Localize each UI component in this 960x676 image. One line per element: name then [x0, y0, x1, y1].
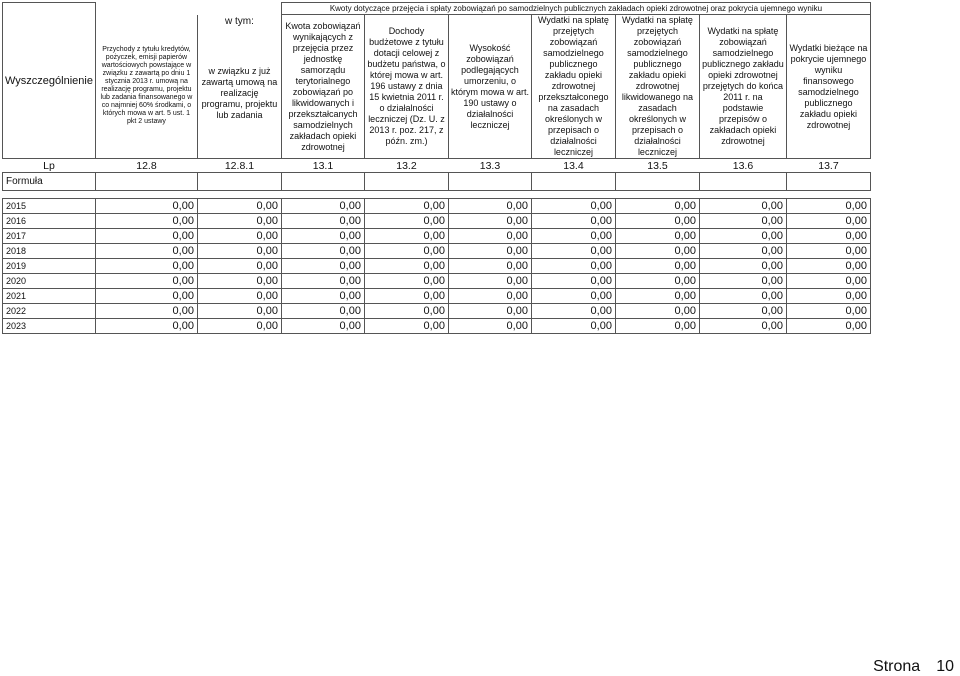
header-col-13-4: Wydatki na spłatę przejętych zobowiązań samodzielnego publicznego zakładu opieki zdrowotnej przekształconego na zasadach określonych w przepisach o działalności leczniczej [531, 15, 615, 159]
value-cell: 0,00 [699, 199, 786, 214]
value-cell: 0,00 [531, 289, 615, 304]
value-cell: 0,00 [281, 259, 364, 274]
lp-number: 13.4 [563, 159, 584, 172]
lp-number: 12.8 [136, 159, 157, 172]
value-cell: 0,00 [531, 259, 615, 274]
value-cell: 0,00 [95, 274, 197, 289]
header-col-13-7: Wydatki bieżące na pokrycie ujemnego wyniku finansowego samodzielnego publicznego zakładu opieki zdrowotnej [786, 15, 870, 159]
header-spacer [95, 3, 197, 15]
value-cell: 0,00 [699, 289, 786, 304]
value-cell: 0,00 [281, 229, 364, 244]
value-cell: 0,00 [197, 274, 281, 289]
row-year: 2018 [3, 244, 96, 259]
value-cell: 0,00 [699, 214, 786, 229]
value-cell: 0,00 [531, 304, 615, 319]
formula-cell [615, 173, 699, 191]
lp-number: 13.7 [818, 159, 839, 172]
row-year: 2021 [3, 289, 96, 304]
page-footer [857, 658, 954, 676]
table-row [3, 244, 871, 259]
value-cell: 0,00 [786, 214, 870, 229]
value-cell: 0,00 [786, 199, 870, 214]
value-cell: 0,00 [615, 214, 699, 229]
value-cell: 0,00 [281, 244, 364, 259]
value-cell: 0,00 [531, 274, 615, 289]
value-cell: 0,00 [448, 289, 531, 304]
formula-cell [364, 173, 448, 191]
value-cell: 0,00 [699, 259, 786, 274]
header-spacer [197, 3, 281, 15]
value-cell: 0,00 [364, 304, 448, 319]
value-cell: 0,00 [95, 319, 197, 334]
table-gap [3, 191, 871, 199]
value-cell: 0,00 [615, 244, 699, 259]
lp-number: 13.1 [312, 159, 334, 172]
value-cell: 0,00 [786, 319, 870, 334]
value-cell: 0,00 [95, 214, 197, 229]
table-row [3, 319, 871, 334]
value-cell: 0,00 [699, 274, 786, 289]
lp-number: 13.5 [647, 159, 668, 172]
value-cell: 0,00 [448, 229, 531, 244]
value-cell: 0,00 [364, 229, 448, 244]
value-cell: 0,00 [615, 199, 699, 214]
value-cell: 0,00 [95, 199, 197, 214]
formula-cell [281, 173, 364, 191]
row-year: 2022 [3, 304, 96, 319]
value-cell: 0,00 [95, 244, 197, 259]
value-cell: 0,00 [281, 304, 364, 319]
value-cell: 0,00 [531, 199, 615, 214]
value-cell: 0,00 [699, 229, 786, 244]
value-cell: 0,00 [197, 259, 281, 274]
header-wyszczegolnienie: Wyszczególnienie [3, 3, 96, 159]
value-cell: 0,00 [364, 214, 448, 229]
table-row [3, 229, 871, 244]
value-cell: 0,00 [786, 274, 870, 289]
value-cell: 0,00 [448, 274, 531, 289]
table-row [3, 274, 871, 289]
value-cell: 0,00 [364, 244, 448, 259]
value-cell: 0,00 [615, 274, 699, 289]
value-cell: 0,00 [786, 289, 870, 304]
lp-number: 13.6 [732, 159, 754, 172]
value-cell: 0,00 [531, 214, 615, 229]
value-cell: 0,00 [448, 259, 531, 274]
header-col-13-5: Wydatki na spłatę przejętych zobowiązań samodzielnego publicznego zakładu opieki zdrowotnej likwidowanego na zasadach określonych w przepisach o działalności leczniczej [615, 15, 699, 159]
row-year: 2017 [3, 229, 96, 244]
value-cell: 0,00 [699, 304, 786, 319]
value-cell: 0,00 [448, 199, 531, 214]
value-cell: 0,00 [786, 304, 870, 319]
value-cell: 0,00 [615, 289, 699, 304]
formula-cell [531, 173, 615, 191]
value-cell: 0,00 [95, 304, 197, 319]
value-cell: 0,00 [448, 244, 531, 259]
row-year: 2015 [3, 199, 96, 214]
formula-cell [448, 173, 531, 191]
table-row [3, 289, 871, 304]
value-cell: 0,00 [364, 199, 448, 214]
value-cell: 0,00 [281, 289, 364, 304]
value-cell: 0,00 [364, 289, 448, 304]
value-cell: 0,00 [615, 229, 699, 244]
row-year: 2016 [3, 214, 96, 229]
value-cell: 0,00 [448, 214, 531, 229]
value-cell: 0,00 [531, 229, 615, 244]
formula-cell [786, 173, 870, 191]
table-row [3, 214, 871, 229]
value-cell: 0,00 [699, 244, 786, 259]
lp-number: 13.3 [479, 159, 501, 172]
lp-number: 13.2 [396, 159, 417, 172]
table-row [3, 259, 871, 274]
value-cell: 0,00 [197, 229, 281, 244]
value-cell: 0,00 [95, 289, 197, 304]
value-cell: 0,00 [281, 214, 364, 229]
table-row [3, 304, 871, 319]
header-col-13-3: Wysokość zobowiązań podlegających umorzeniu, o którym mowa w art. 190 ustawy o działalności leczniczej [448, 15, 531, 159]
header-col-12-8: Przychody z tytułu kredytów, pożyczek, emisji papierów wartościowych powstające w związku z zawartą po dniu 1 stycznia 2013 r. umową na realizację programu, projektu lub zadania finansowanego w co najmniej 60% środkami, o których mowa w art. 5 ust. 1 pkt 2 ustawy [95, 15, 197, 159]
header-col-13-2: Dochody budżetowe z tytułu dotacji celowej z budżetu państwa, o której mowa w art. 196 ustawy z dnia 15 kwietnia 2011 r. o działalności leczniczej (Dz. U. z 2013 r. poz. 217, z późn. zm.) [364, 15, 448, 159]
page-label: Strona [873, 658, 921, 675]
value-cell: 0,00 [786, 259, 870, 274]
value-cell: 0,00 [448, 319, 531, 334]
value-cell: 0,00 [95, 229, 197, 244]
value-cell: 0,00 [281, 319, 364, 334]
value-cell: 0,00 [531, 319, 615, 334]
value-cell: 0,00 [197, 304, 281, 319]
header-col-12-8-1: w związku z już zawartą umową na realizację programu, projektu lub zadania [197, 29, 281, 158]
header-col-13-1: Kwota zobowiązań wynikających z przejęcia przez jednostkę samorządu terytorialnego zobowiązań po likwidowanych i przekształcanych samodzielnych zakładach opieki zdrowotnej [281, 15, 364, 159]
value-cell: 0,00 [615, 319, 699, 334]
lp-number: 12.8.1 [224, 159, 255, 172]
header-w-tym: w tym: [225, 15, 254, 27]
table-row [3, 199, 871, 214]
formula-label: Formuła [3, 173, 96, 191]
value-cell: 0,00 [364, 319, 448, 334]
formula-cell [95, 173, 197, 191]
financial-table [2, 2, 871, 334]
value-cell: 0,00 [281, 199, 364, 214]
row-year: 2019 [3, 259, 96, 274]
row-year: 2023 [3, 319, 96, 334]
formula-cell [197, 173, 281, 191]
value-cell: 0,00 [448, 304, 531, 319]
value-cell: 0,00 [197, 199, 281, 214]
value-cell: 0,00 [281, 274, 364, 289]
value-cell: 0,00 [197, 244, 281, 259]
lp-label: Lp [43, 159, 55, 172]
value-cell: 0,00 [615, 259, 699, 274]
value-cell: 0,00 [197, 289, 281, 304]
value-cell: 0,00 [615, 304, 699, 319]
value-cell: 0,00 [197, 214, 281, 229]
value-cell: 0,00 [531, 244, 615, 259]
value-cell: 0,00 [95, 259, 197, 274]
page-number: 10 [936, 658, 954, 675]
row-year: 2020 [3, 274, 96, 289]
header-col-13-6: Wydatki na spłatę zobowiązań samodzielnego publicznego zakładu opieki zdrowotnej przejętych do końca 2011 r. na podstawie przepisów o zakładach opieki zdrowotnej [699, 15, 786, 159]
value-cell: 0,00 [786, 229, 870, 244]
value-cell: 0,00 [786, 244, 870, 259]
header-group-title: Kwoty dotyczące przejęcia i spłaty zobowiązań po samodzielnych publicznych zakładach opieki zdrowotnej oraz pokrycia ujemnego wyniku [281, 3, 870, 15]
value-cell: 0,00 [364, 274, 448, 289]
value-cell: 0,00 [197, 319, 281, 334]
value-cell: 0,00 [699, 319, 786, 334]
formula-cell [699, 173, 786, 191]
value-cell: 0,00 [364, 259, 448, 274]
